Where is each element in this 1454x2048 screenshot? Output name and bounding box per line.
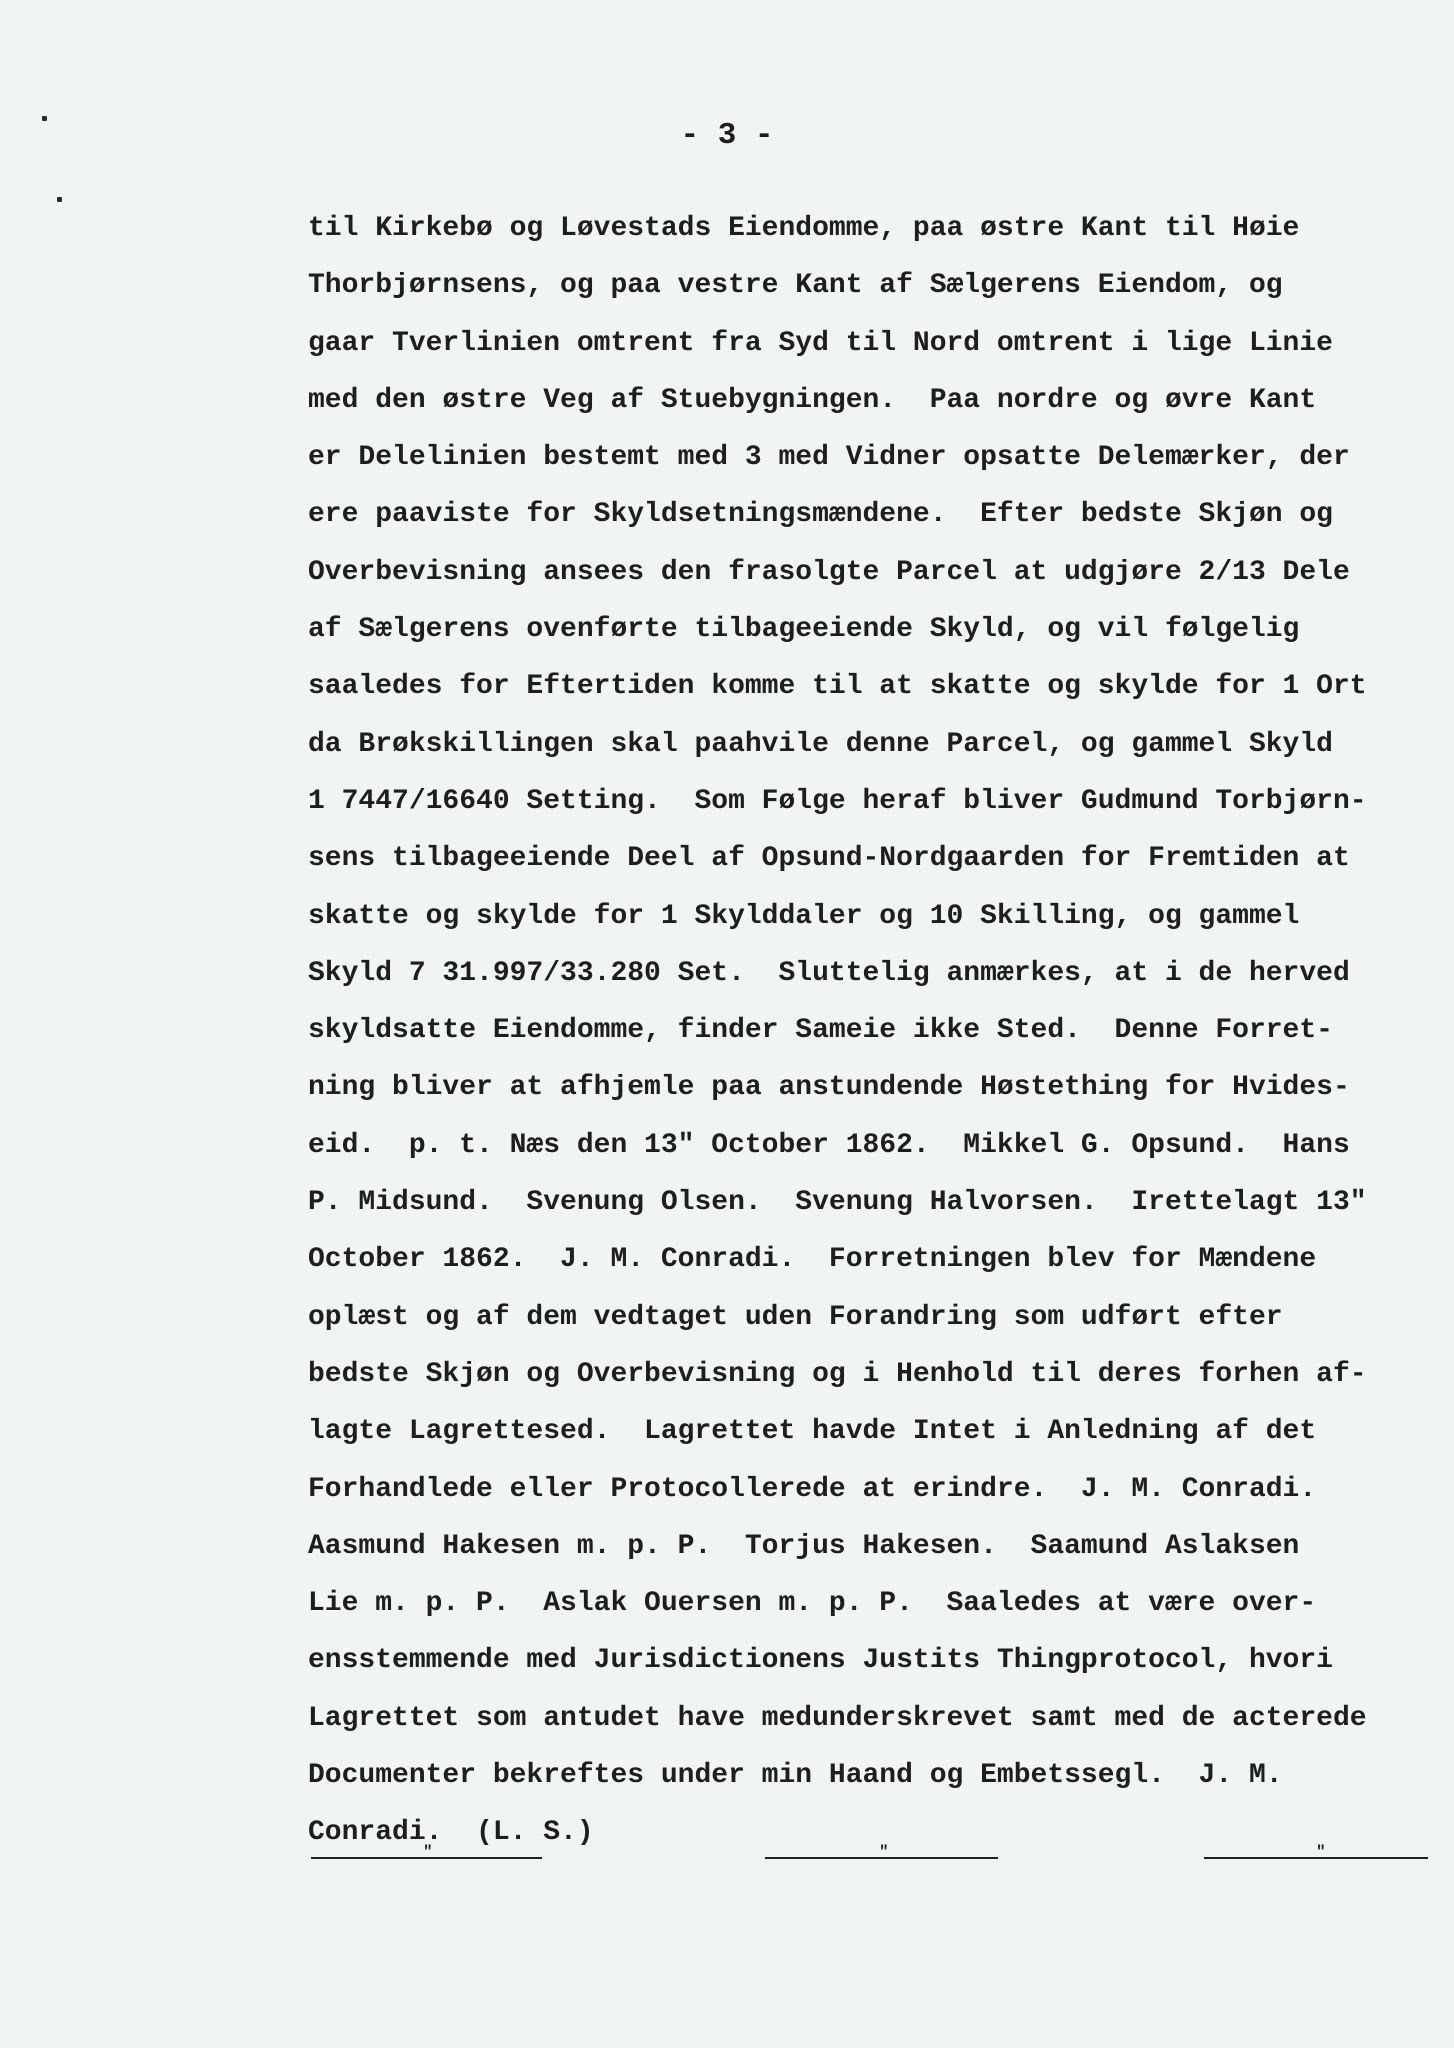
text-line-4: med den østre Veg af Stuebygningen. Paa nordre og øvre Kant xyxy=(308,384,1317,416)
text-line-8: af Sælgerens ovenførte tilbageeiende Skyld, og vil følgelig xyxy=(308,614,1300,646)
closing-rule-right xyxy=(1204,1843,1428,1861)
closing-rule-left xyxy=(311,1843,542,1861)
text-line-24: Aasmund Hakesen m. p. P. Torjus Hakesen. Saamund Aslaksen xyxy=(308,1530,1300,1562)
text-line-21: bedste Skjøn og Overbevisning og i Henhold til deres forhen af- xyxy=(308,1358,1367,1390)
text-line-16: ning bliver at afhjemle paa anstundende Høstething for Hvides- xyxy=(308,1072,1350,1104)
text-line-2: Thorbjørnsens, og paa vestre Kant af Sælgerens Eiendom, og xyxy=(308,270,1283,302)
ditto-mark: " xyxy=(1316,1843,1326,1861)
text-line-11: 1 7447/16640 Setting. Som Følge heraf bliver Gudmund Torbjørn- xyxy=(308,785,1367,817)
text-line-26: ensstemmende med Jurisdictionens Justits Thingprotocol, hvori xyxy=(308,1645,1333,1677)
closing-rule-middle xyxy=(765,1843,998,1861)
scan-edge-mark-bottom xyxy=(57,197,62,202)
text-line-23: Forhandlede eller Protocollerede at erindre. J. M. Conradi. xyxy=(308,1473,1317,1505)
text-line-18: P. Midsund. Svenung Olsen. Svenung Halvorsen. Irettelagt 13" xyxy=(308,1187,1367,1219)
text-line-22: lagte Lagrettesed. Lagrettet havde Intet i Anledning af det xyxy=(308,1416,1317,1448)
text-line-5: er Delelinien bestemt med 3 med Vidner opsatte Delemærker, der xyxy=(308,442,1350,474)
text-line-28: Documenter bekreftes under min Haand og Embetssegl. J. M. xyxy=(308,1760,1283,1792)
text-line-9: saaledes for Eftertiden komme til at skatte og skylde for 1 Ort xyxy=(308,671,1367,703)
text-line-13: skatte og skylde for 1 Skylddaler og 10 Skilling, og gammel xyxy=(308,900,1300,932)
text-line-15: skyldsatte Eiendomme, finder Sameie ikke Sted. Denne Forret- xyxy=(308,1015,1333,1047)
text-line-6: ere paaviste for Skyldsetningsmændene. Efter bedste Skjøn og xyxy=(308,499,1333,531)
text-line-17: eid. p. t. Næs den 13" October 1862. Mikkel G. Opsund. Hans xyxy=(308,1129,1350,1161)
text-line-3: gaar Tverlinien omtrent fra Syd til Nord omtrent i lige Linie xyxy=(308,327,1333,359)
ditto-mark: " xyxy=(423,1843,433,1861)
ditto-mark: " xyxy=(879,1843,889,1861)
text-line-10: da Brøkskillingen skal paahvile denne Parcel, og gammel Skyld xyxy=(308,728,1333,760)
document-body xyxy=(308,200,1428,1862)
text-line-14: Skyld 7 31.997/33.280 Set. Sluttelig anmærkes, at i de herved xyxy=(308,957,1350,989)
text-line-25: Lie m. p. P. Aslak Ouersen m. p. P. Saaledes at være over- xyxy=(308,1588,1317,1620)
text-line-29: Conradi. (L. S.) xyxy=(308,1817,594,1849)
text-line-27: Lagrettet som antudet have medunderskrevet samt med de acterede xyxy=(308,1702,1367,1734)
page-number: - 3 - xyxy=(680,118,774,153)
text-line-19: October 1862. J. M. Conradi. Forretningen blev for Mændene xyxy=(308,1244,1317,1276)
text-line-7: Overbevisning ansees den frasolgte Parcel at udgjøre 2/13 Dele xyxy=(308,556,1350,588)
text-line-1: til Kirkebø og Løvestads Eiendomme, paa østre Kant til Høie xyxy=(308,213,1300,244)
text-line-20: oplæst og af dem vedtaget uden Forandring som udført efter xyxy=(308,1301,1283,1333)
text-line-12: sens tilbageeiende Deel af Opsund-Nordgaarden for Fremtiden at xyxy=(308,843,1350,875)
